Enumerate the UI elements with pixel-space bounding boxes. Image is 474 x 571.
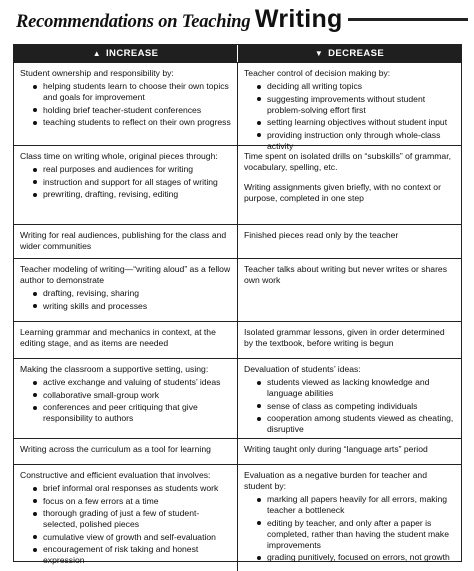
list-item: marking all papers heavily for all errors, making teacher a bottleneck (257, 494, 455, 516)
decrease-bullet-list (244, 494, 455, 563)
increase-cell (14, 146, 238, 224)
list-item: conferences and peer critiquing that give responsibility to authors (33, 402, 231, 424)
decrease-cell (238, 259, 461, 321)
list-item: editing by teacher, and only after a paper is completed, rather than having the student make improvements (257, 518, 455, 551)
list-item: helping students learn to choose their own topics and goals for improvement (33, 81, 231, 103)
decrease-text: Evaluation as a negative burden for teacher and student by: (244, 470, 427, 491)
decrease-text: Writing taught only during “language arts” period (244, 444, 428, 454)
list-item: deciding all writing topics (257, 81, 455, 92)
decrease-header (238, 45, 461, 62)
decrease-text-secondary: Writing assignments given briefly, with no context or purpose, completed in one step (244, 182, 441, 203)
list-item: grading punitively, focused on errors, not growth (257, 552, 455, 563)
table-row (14, 224, 461, 258)
list-item: providing instruction only through whole-class activity (257, 130, 455, 152)
list-item: suggesting improvements without student problem-solving effort first (257, 94, 455, 116)
increase-cell (14, 439, 238, 464)
decrease-bullet-list (244, 377, 455, 435)
list-item: sense of class as competing individuals (257, 401, 455, 412)
down-triangle-icon: ▼ (314, 49, 324, 58)
increase-cell (14, 322, 238, 358)
list-item: collaborative small-group work (33, 390, 231, 401)
increase-cell (14, 465, 238, 571)
table-row (14, 145, 461, 224)
list-item: drafting, revising, sharing (33, 288, 231, 299)
title-emphasis: Writing (254, 5, 343, 33)
table-row (14, 358, 461, 438)
decrease-cell (238, 465, 461, 571)
decrease-cell (238, 359, 461, 438)
up-triangle-icon: ▲ (92, 49, 102, 58)
decrease-header-label: DECREASE (328, 48, 385, 59)
increase-cell (14, 259, 238, 321)
list-item: thorough grading of just a few of student-selected, polished pieces (33, 508, 231, 530)
table-row (14, 321, 461, 358)
page-title (16, 5, 343, 34)
list-item: teaching students to reflect on their own progress (33, 117, 231, 128)
increase-text: Learning grammar and mechanics in context, at the editing stage, and as items are needed (20, 327, 216, 348)
recommendations-table (13, 44, 462, 565)
decrease-cell (238, 439, 461, 464)
list-item: brief informal oral responses as students work (33, 483, 231, 494)
list-item: prewriting, drafting, revising, editing (33, 189, 231, 200)
list-item: real purposes and audiences for writing (33, 164, 231, 175)
decrease-cell (238, 146, 461, 224)
increase-header (14, 45, 238, 62)
decrease-text: Teacher talks about writing but never writes or shares own work (244, 264, 448, 285)
decrease-text: Time spent on isolated drills on “subskills” of grammar, vocabulary, spelling, etc. (244, 151, 451, 172)
list-item: active exchange and valuing of students’ ideas (33, 377, 231, 388)
list-item: writing skills and processes (33, 301, 231, 312)
list-item: encouragement of risk taking and honest expression (33, 544, 231, 566)
increase-bullet-list (20, 288, 231, 312)
table-row (14, 438, 461, 464)
decrease-cell (238, 225, 461, 258)
list-item: students viewed as lacking knowledge and language abilities (257, 377, 455, 399)
increase-bullet-list (20, 164, 231, 200)
decrease-cell (238, 63, 461, 151)
decrease-text: Devaluation of students’ ideas: (244, 364, 361, 374)
increase-text: Class time on writing whole, original pieces through: (20, 151, 218, 161)
title-bar (8, 0, 468, 36)
table-row (14, 62, 461, 151)
decrease-text: Isolated grammar lessons, given in order determined by the textbook, before writing is begun (244, 327, 445, 348)
increase-bullet-list (20, 81, 231, 128)
list-item: focus on a few errors at a time (33, 496, 231, 507)
increase-text: Teacher modeling of writing—“writing aloud” as a fellow author to demonstrate (20, 264, 231, 285)
list-item: setting learning objectives without student input (257, 117, 455, 128)
list-item: holding brief teacher-student conferences (33, 105, 231, 116)
increase-cell (14, 359, 238, 438)
increase-text: Constructive and efficient evaluation that involves: (20, 470, 211, 480)
decrease-bullet-list (244, 81, 455, 152)
list-item: cooperation among students viewed as cheating, disruptive (257, 413, 455, 435)
decrease-text: Teacher control of decision making by: (244, 68, 391, 78)
decrease-cell (238, 322, 461, 358)
decrease-text: Finished pieces read only by the teacher (244, 230, 399, 240)
table-row (14, 258, 461, 321)
increase-text: Making the classroom a supportive setting, using: (20, 364, 209, 374)
list-item: instruction and support for all stages of writing (33, 177, 231, 188)
table-body (14, 62, 461, 571)
increase-text: Student ownership and responsibility by: (20, 68, 174, 78)
table-header (14, 45, 461, 62)
list-item: cumulative view of growth and self-evaluation (33, 532, 231, 543)
increase-cell (14, 63, 238, 145)
increase-text: Writing across the curriculum as a tool for learning (20, 444, 211, 454)
increase-bullet-list (20, 483, 231, 566)
title-rule (348, 18, 468, 21)
increase-header-label: INCREASE (106, 48, 159, 59)
title-prefix: Recommendations on Teaching (16, 12, 255, 32)
increase-cell (14, 225, 238, 258)
increase-text: Writing for real audiences, publishing for the class and wider communities (20, 230, 227, 251)
table-row (14, 464, 461, 571)
increase-bullet-list (20, 377, 231, 424)
